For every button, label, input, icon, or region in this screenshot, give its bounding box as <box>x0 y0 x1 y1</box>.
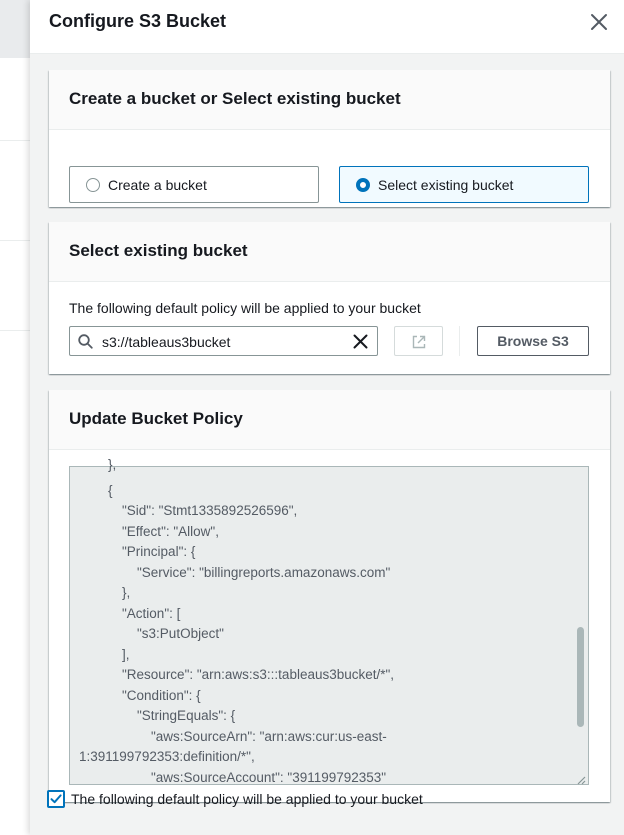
configure-s3-modal <box>30 0 624 835</box>
policy-line: ], <box>122 647 130 662</box>
apply-policy-checkbox[interactable] <box>47 790 65 808</box>
bucket-choice-title: Create a bucket or Select existing bucket <box>69 89 401 108</box>
policy-line: "aws:SourceArn": "arn:aws:cur:us-east- <box>151 729 387 744</box>
background-strip <box>0 0 30 58</box>
background-divider <box>0 330 30 331</box>
background-divider <box>0 240 30 241</box>
select-existing-bucket-label: Select existing bucket <box>378 177 514 193</box>
policy-line: "Sid": "Stmt1335892526596", <box>122 503 298 518</box>
policy-line: }, <box>108 457 117 472</box>
modal-header <box>30 0 624 54</box>
clear-icon[interactable] <box>352 333 369 350</box>
bucket-choice-container <box>49 70 610 207</box>
policy-line: "aws:SourceAccount": "391199792353" <box>151 770 387 785</box>
modal-title: Configure S3 Bucket <box>49 11 227 31</box>
create-bucket-radio[interactable] <box>86 178 100 192</box>
close-icon[interactable] <box>588 11 610 33</box>
browse-s3-button[interactable]: Browse S3 <box>477 326 589 356</box>
policy-textarea[interactable] <box>69 457 589 785</box>
policy-line: "Action": [ <box>122 606 181 621</box>
apply-policy-checkbox-label: The following default policy will be applied to your bucket <box>71 791 423 807</box>
bucket-policy-header <box>49 390 610 450</box>
bucket-search-input[interactable] <box>102 334 342 350</box>
bucket-choice-header <box>49 70 610 130</box>
select-existing-bucket-radio[interactable] <box>356 178 370 192</box>
select-bucket-header <box>49 222 610 282</box>
policy-description: The following default policy will be applied to your bucket <box>69 300 421 316</box>
background-divider <box>0 140 30 141</box>
policy-scrollbar-thumb[interactable] <box>577 627 584 727</box>
policy-line: "StringEquals": { <box>137 708 236 723</box>
policy-line: "s3:PutObject" <box>137 626 224 641</box>
policy-line: }, <box>122 585 131 600</box>
background-page <box>0 0 30 835</box>
search-icon <box>78 334 93 349</box>
policy-line: "Effect": "Allow", <box>122 524 219 539</box>
policy-line: { <box>108 483 113 498</box>
bucket-policy-title: Update Bucket Policy <box>69 409 243 428</box>
select-bucket-container <box>49 222 610 374</box>
create-bucket-tile[interactable] <box>69 166 319 203</box>
select-existing-bucket-tile[interactable] <box>339 166 589 203</box>
modal-body <box>30 54 624 835</box>
view-bucket-button[interactable] <box>394 326 443 356</box>
create-bucket-label: Create a bucket <box>108 177 207 193</box>
policy-line: "Principal": { <box>122 544 196 559</box>
bucket-search-field[interactable] <box>69 326 378 356</box>
policy-line: "Service": "billingreports.amazonaws.com" <box>137 565 391 580</box>
policy-line: "Condition": { <box>122 688 201 703</box>
bucket-policy-container <box>49 390 610 802</box>
resize-handle-icon[interactable] <box>576 772 586 782</box>
policy-scrollbar[interactable] <box>573 467 588 784</box>
policy-line: "Resource": "arn:aws:s3:::tableaus3bucket/*", <box>122 667 395 682</box>
select-bucket-title: Select existing bucket <box>69 241 248 260</box>
policy-line: 1:391199792353:definition/*", <box>79 749 255 764</box>
external-link-icon <box>411 334 427 350</box>
button-divider <box>459 326 460 356</box>
